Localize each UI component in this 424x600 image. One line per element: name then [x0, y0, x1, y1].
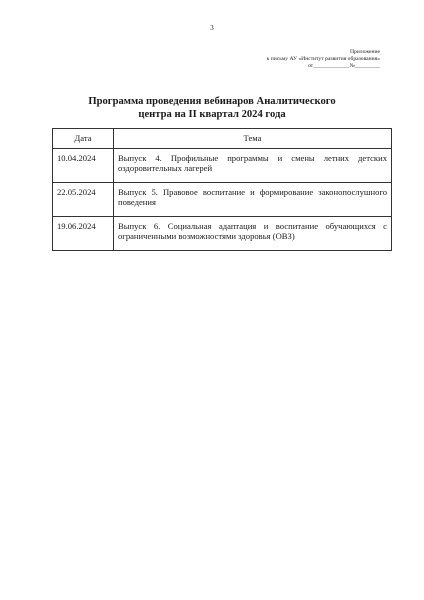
row-topic: Выпуск 4. Профильные программы и смены летних детских оздоровительных лагерей [114, 149, 392, 183]
appendix-note [267, 49, 380, 71]
row-topic: Выпуск 6. Социальная адаптация и воспитание обучающихся с ограниченными возможностями здоровья (ОВЗ) [114, 217, 392, 251]
document-title [0, 96, 424, 121]
row-topic: Выпуск 5. Правовое воспитание и формирование законопослушного поведения [114, 183, 392, 217]
appendix-line-3: от_____________№_________ [307, 63, 380, 70]
header-date: Дата [53, 129, 114, 149]
header-topic: Тема [114, 129, 392, 149]
row-date: 10.04.2024 [53, 149, 114, 183]
row-date: 22.05.2024 [53, 183, 114, 217]
title-line-2: центра на II квартал 2024 года [138, 108, 286, 120]
row-date: 19.06.2024 [53, 217, 114, 251]
webinar-schedule-table [52, 128, 392, 251]
page-number: 3 [210, 24, 214, 32]
title-line-1: Программа проведения вебинаров Аналитического [88, 96, 336, 107]
table-header-row [53, 129, 392, 149]
table-row [53, 149, 392, 183]
table-row [53, 183, 392, 217]
appendix-line-1: Приложение [349, 49, 380, 55]
table-row [53, 217, 392, 251]
appendix-line-2: к письму АУ «Институт развития образования» [266, 56, 380, 63]
